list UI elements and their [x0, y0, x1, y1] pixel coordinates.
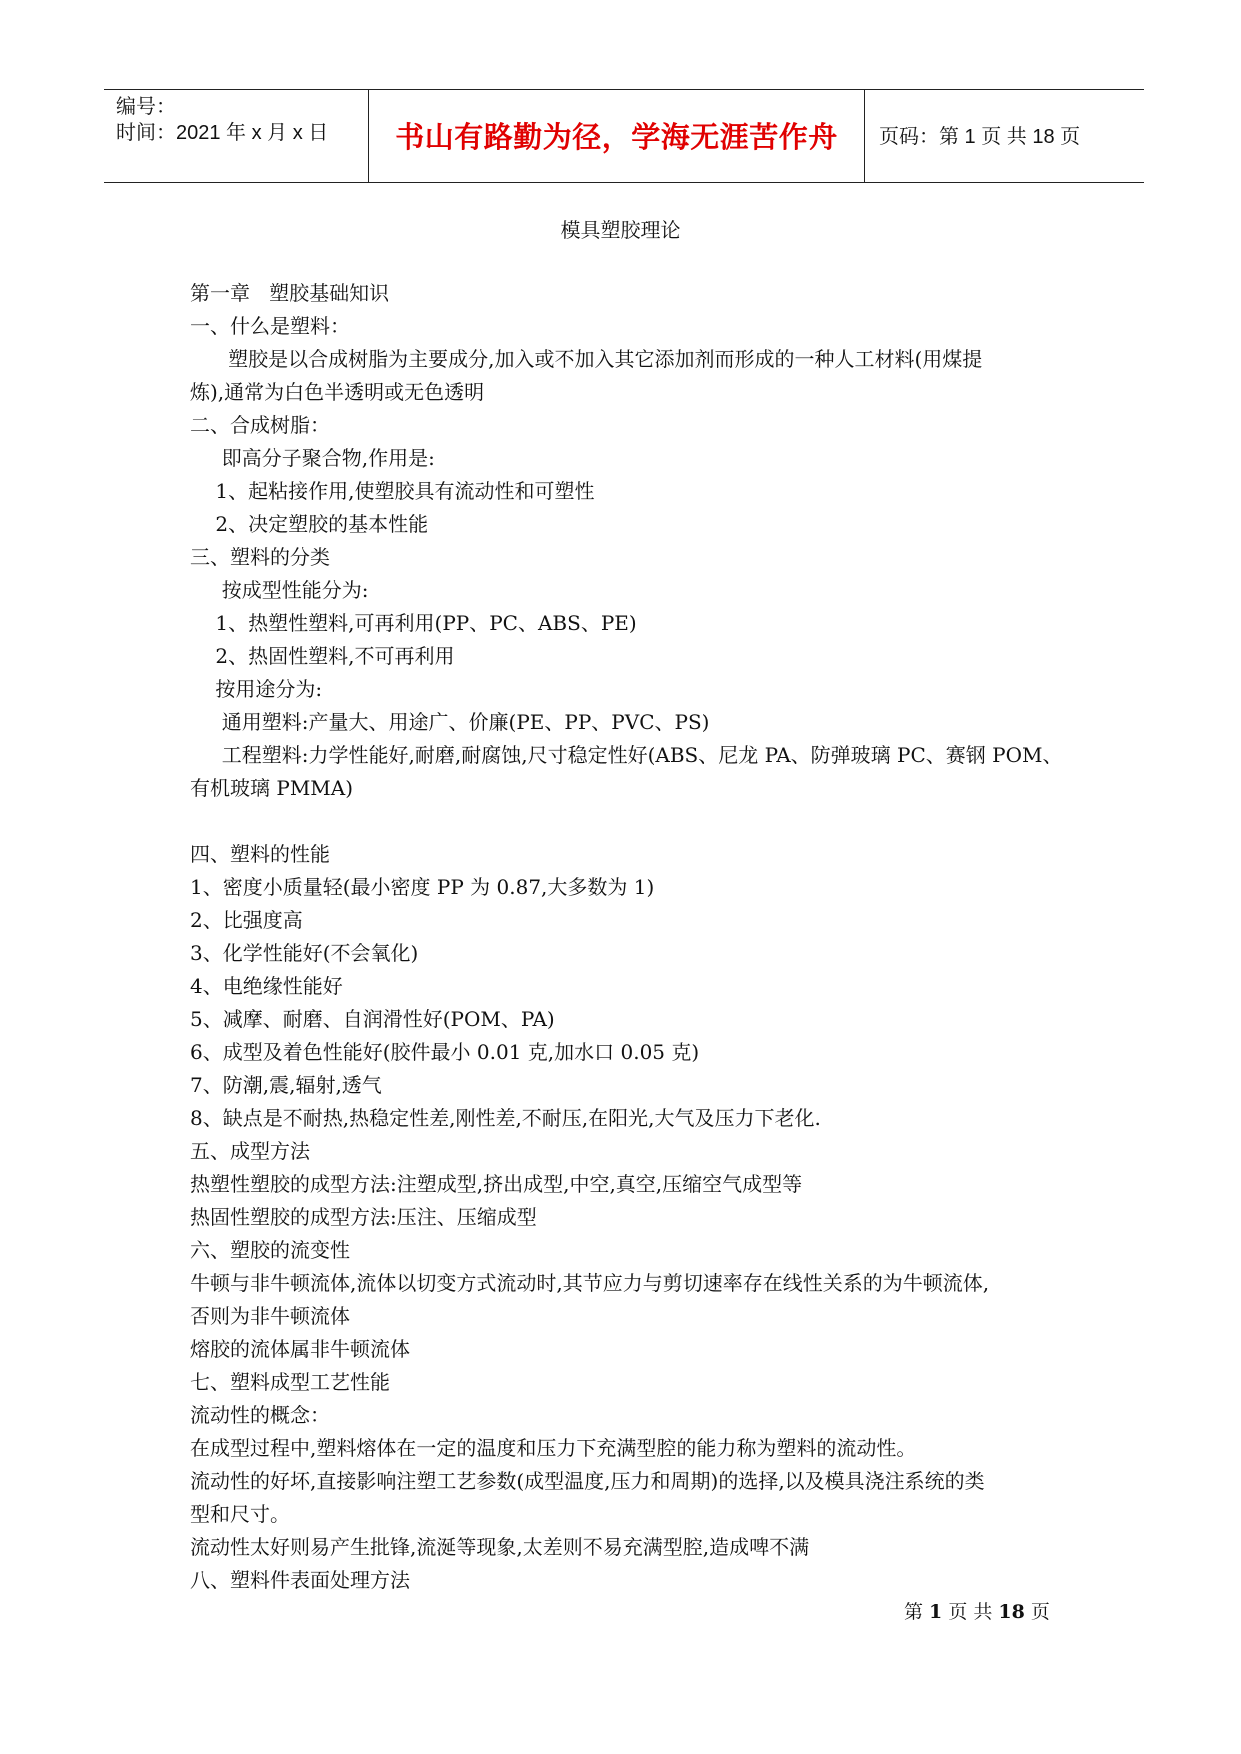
page-footer — [904, 1597, 1050, 1624]
body-line: 流动性太好则易产生批锋,流涎等现象,太差则不易充满型腔,造成啤不满 — [190, 1535, 810, 1559]
body-line: 4、电绝缘性能好 — [190, 974, 343, 998]
body-line: 按成型性能分为: — [190, 578, 369, 602]
body-line: 有机玻璃 PMMA) — [190, 776, 354, 800]
body-line: 一、什么是塑料： — [190, 314, 350, 338]
body-line: 按用途分为: — [190, 677, 323, 701]
footer-total-pages: 18 — [998, 1601, 1025, 1623]
body-line: 热塑性塑胶的成型方法:注塑成型,挤出成型,中空,真空,压缩空气成型等 — [190, 1172, 803, 1196]
body-line: 第一章 塑胶基础知识 — [190, 281, 390, 305]
body-line: 流动性的好坏,直接影响注塑工艺参数(成型温度,压力和周期)的选择,以及模具浇注系统的类 — [190, 1469, 985, 1493]
body-line: 塑胶是以合成树脂为主要成分,加入或不加入其它添加剂而形成的一种人工材料(用煤提 — [190, 347, 983, 371]
body-line: 8、缺点是不耐热,热稳定性差,刚性差,不耐压,在阳光,大气及压力下老化. — [190, 1106, 821, 1130]
body-line: 3、化学性能好(不会氧化) — [190, 941, 419, 965]
body-line: 工程塑料:力学性能好,耐磨,耐腐蚀,尺寸稳定性好(ABS、尼龙 PA、防弹玻璃 PC、赛钢 POM、 — [190, 743, 1063, 767]
body-line: 1、起粘接作用,使塑胶具有流动性和可塑性 — [190, 479, 595, 503]
header-motto: 书山有路勤为径，学海无涯苦作舟 — [395, 120, 838, 154]
body-line: 7、防潮,震,辐射,透气 — [190, 1073, 382, 1097]
body-line: 七、塑料成型工艺性能 — [190, 1370, 390, 1394]
footer-page-number: 1 — [929, 1601, 943, 1623]
footer-mid: 页 共 — [942, 1601, 999, 1623]
body-line: 六、塑胶的流变性 — [190, 1238, 350, 1262]
body-line: 通用塑料:产量大、用途广、价廉(PE、PP、PVC、PS) — [190, 710, 710, 734]
footer-prefix: 第 — [904, 1601, 930, 1623]
body-line: 6、成型及着色性能好(胶件最小 0.01 克,加水口 0.05 克) — [190, 1040, 700, 1064]
footer-suffix: 页 — [1024, 1601, 1050, 1623]
document-header — [104, 89, 1144, 183]
body-line: 热固性塑胶的成型方法:压注、压缩成型 — [190, 1205, 537, 1229]
body-line: 八、塑料件表面处理方法 — [190, 1568, 410, 1592]
body-line: 四、塑料的性能 — [190, 842, 330, 866]
body-line: 型和尺寸。 — [190, 1502, 290, 1526]
header-motto-cell — [369, 90, 865, 182]
body-line: 2、热固性塑料,不可再利用 — [190, 644, 455, 668]
body-line: 5、减摩、耐磨、自润滑性好(POM、PA) — [190, 1007, 555, 1031]
body-line: 二、合成树脂： — [190, 413, 330, 437]
document-body — [190, 277, 1063, 1597]
body-line: 熔胶的流体属非牛顿流体 — [190, 1337, 410, 1361]
body-line: 在成型过程中,塑料熔体在一定的温度和压力下充满型腔的能力称为塑料的流动性。 — [190, 1436, 917, 1460]
body-line: 1、密度小质量轻(最小密度 PP 为 0.87,大多数为 1) — [190, 875, 655, 899]
header-meta — [104, 90, 369, 182]
body-line — [190, 805, 1060, 838]
body-line: 1、热塑性塑料,可再利用(PP、PC、ABS、PE) — [190, 611, 637, 635]
date-label: 时间：2021 年 x 月 x 日 — [116, 122, 329, 144]
body-line: 流动性的概念： — [190, 1403, 330, 1427]
body-line: 否则为非牛顿流体 — [190, 1304, 350, 1328]
body-line: 2、比强度高 — [190, 908, 303, 932]
body-line: 三、塑料的分类 — [190, 545, 330, 569]
header-page-info: 页码：第 1 页 共 18 页 — [879, 126, 1081, 148]
body-line: 2、决定塑胶的基本性能 — [190, 512, 429, 536]
body-line: 五、成型方法 — [190, 1139, 310, 1163]
serial-number-label: 编号： — [116, 96, 176, 118]
body-line: 即高分子聚合物,作用是: — [190, 446, 435, 470]
document-title: 模具塑胶理论 — [560, 218, 681, 242]
body-line: 炼),通常为白色半透明或无色透明 — [190, 380, 485, 404]
body-line: 牛顿与非牛顿流体,流体以切变方式流动时,其节应力与剪切速率存在线性关系的为牛顿流体, — [190, 1271, 990, 1295]
